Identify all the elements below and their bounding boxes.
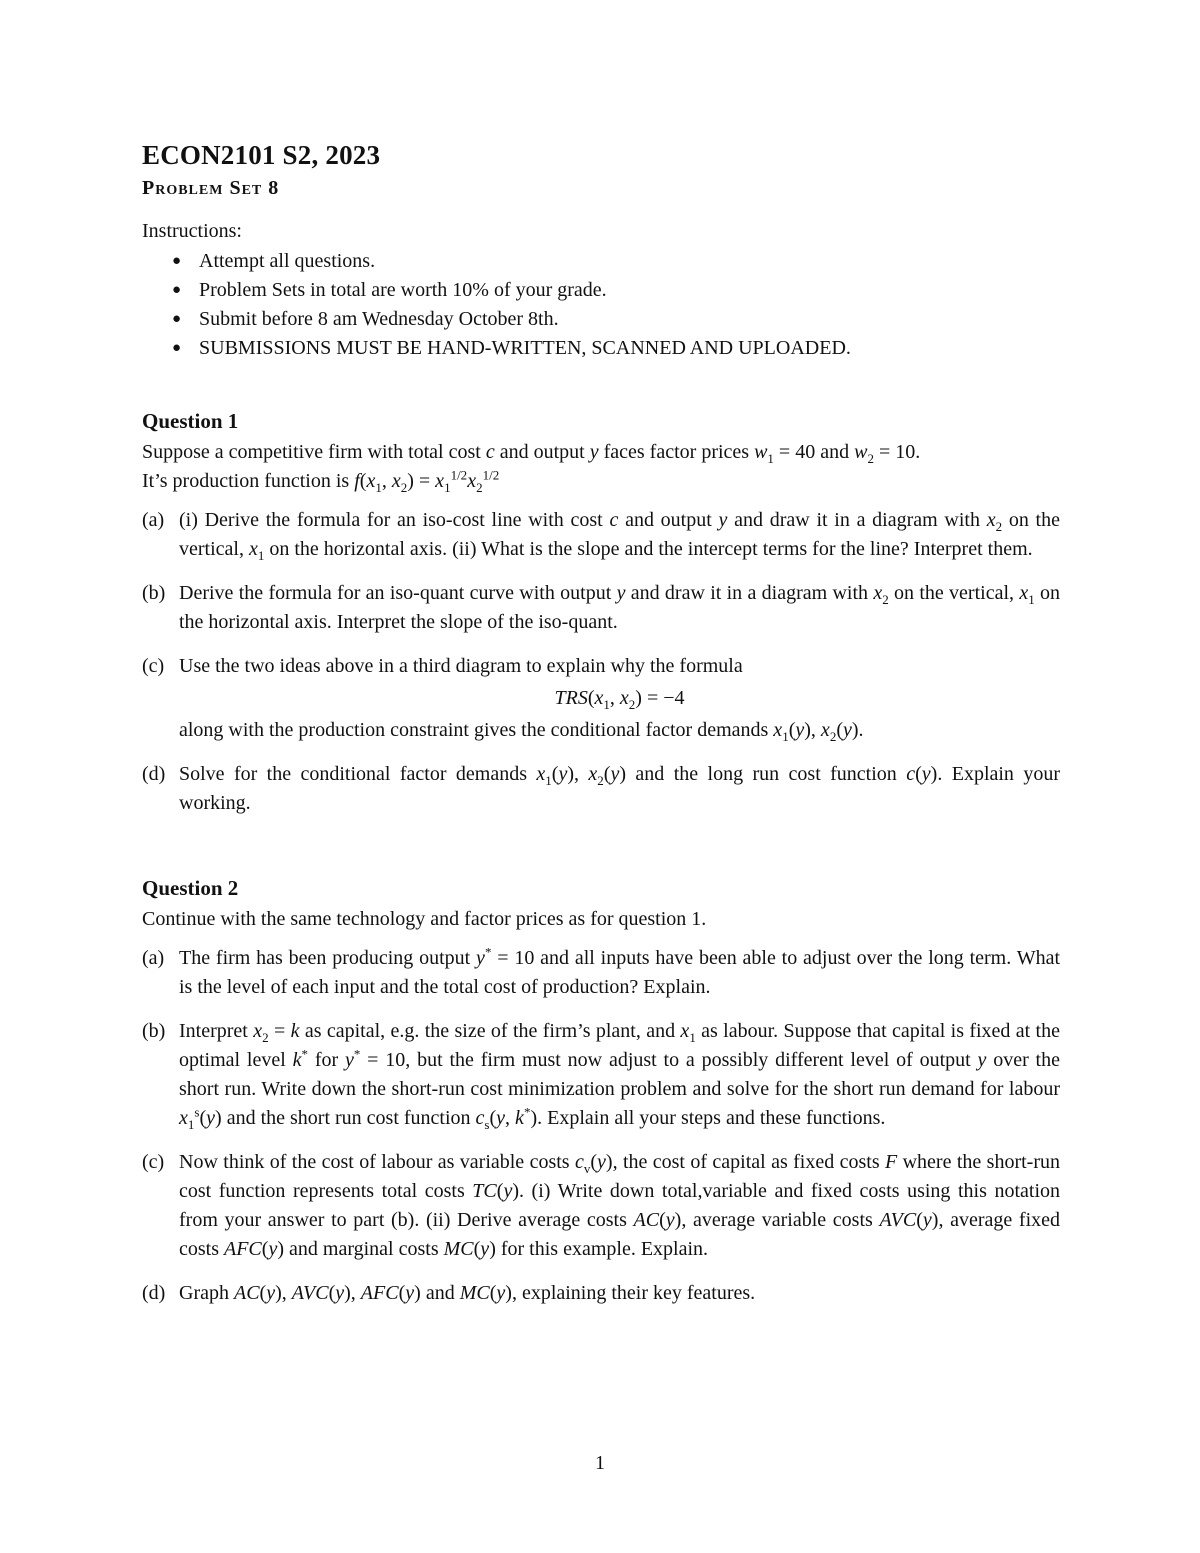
- document-subtitle: Problem Set 8: [142, 177, 280, 199]
- list-item: ● Problem Sets in total are worth 10% of your grade.: [172, 276, 1060, 305]
- question-2-parts: [142, 944, 1060, 1308]
- instructions-label: Instructions:: [142, 220, 242, 242]
- question-1-part-b: (b) Derive the formula for an iso-quant curve with output y and draw it in a diagram with $x_2$ on the vertical, $x_1$ on the horizontal axis. Interpret the slope of the iso-quant.: [142, 582, 1061, 633]
- instructions-list: [142, 247, 1060, 363]
- question-1-part-a: (a) (i) Derive the formula for an iso-cost line with cost c and output y and draw it in a diagram with $x_2$ on the vertical, $x_1$ on the horizontal axis. (ii) What is the slope and the intercept terms for the line? Interpret them.: [142, 509, 1060, 563]
- bullet-icon: ●: [172, 282, 182, 298]
- trs-equation: $TRS(x_1$, $x_2) = -4$: [554, 687, 685, 712]
- question-2-intro: Continue with the same technology and factor prices as for question 1.: [142, 908, 707, 930]
- question-2-part-b: (b) Interpret $x_2 = k$ as capital, e.g. the size of the firm’s plant, and $x_1$ as labour. Suppose that capital is fixed at the optimal level k* for y* = 10, but the firm must now adjust to a possibly different level of output y over the short run. Write down the short-run cost minimization problem and solve for the short run demand for labour $x_1^s(y)$ and the short run cost function $c_s(y$, k*). Explain all your steps and these functions.: [142, 1020, 1060, 1132]
- question-2-part-c: (c) Now think of the cost of labour as variable costs $c_v(y)$, the cost of capital as fixed costs F where the short-run cost function represents total costs TC(y). (i) Write down total,variable and fixed costs using this notation from your answer to part (b). (ii) Derive average costs AC(y), average variable costs AVC(y), average fixed costs AFC(y) and marginal costs MC(y) for this example. Explain.: [142, 1151, 1061, 1260]
- bullet-icon: ●: [172, 340, 182, 356]
- list-item: ● SUBMISSIONS MUST BE HAND-WRITTEN, SCANNED AND UPLOADED.: [172, 334, 1060, 363]
- question-2-part-d: (d) Graph AC(y), AVC(y), AFC(y) and MC(y), explaining their key features.: [142, 1282, 756, 1304]
- document-page: [142, 140, 1060, 1323]
- question-1-part-c: (c) Use the two ideas above in a third diagram to explain why the formula $TRS(x_1$, $x_2) = -4$ along with the production constraint gives the conditional factor demands $x_1(y)$, $x_2(y)$.: [142, 652, 1060, 745]
- question-1-part-d: (d) Solve for the conditional factor demands $x_1(y)$, $x_2(y)$ and the long run cost function c(y). Explain your working.: [142, 763, 1060, 814]
- list-item: ● Attempt all questions.: [172, 247, 1060, 276]
- question-2-heading: Question 2: [142, 876, 239, 900]
- question-1-parts: [142, 506, 1060, 818]
- bullet-icon: ●: [172, 253, 182, 269]
- question-1-heading: Question 1: [142, 409, 239, 433]
- question-2-part-a: (a) The firm has been producing output y* = 10 and all inputs have been able to adjust over the long term. What is the level of each input and the total cost of production? Explain.: [142, 944, 1060, 998]
- document-title: ECON2101 S2, 2023: [142, 140, 381, 170]
- bullet-icon: ●: [172, 311, 182, 327]
- question-1-intro: Suppose a competitive firm with total cost c and output y faces factor prices $w_1 = 40$ and $w_2 = 10$. It’s production function is $f(x_1$, $x_2) = x_1^{1/2}x_2^{1/2}$: [142, 441, 921, 495]
- page-number: 1: [595, 1452, 605, 1474]
- list-item: ● Submit before 8 am Wednesday October 8th.: [172, 305, 1060, 334]
